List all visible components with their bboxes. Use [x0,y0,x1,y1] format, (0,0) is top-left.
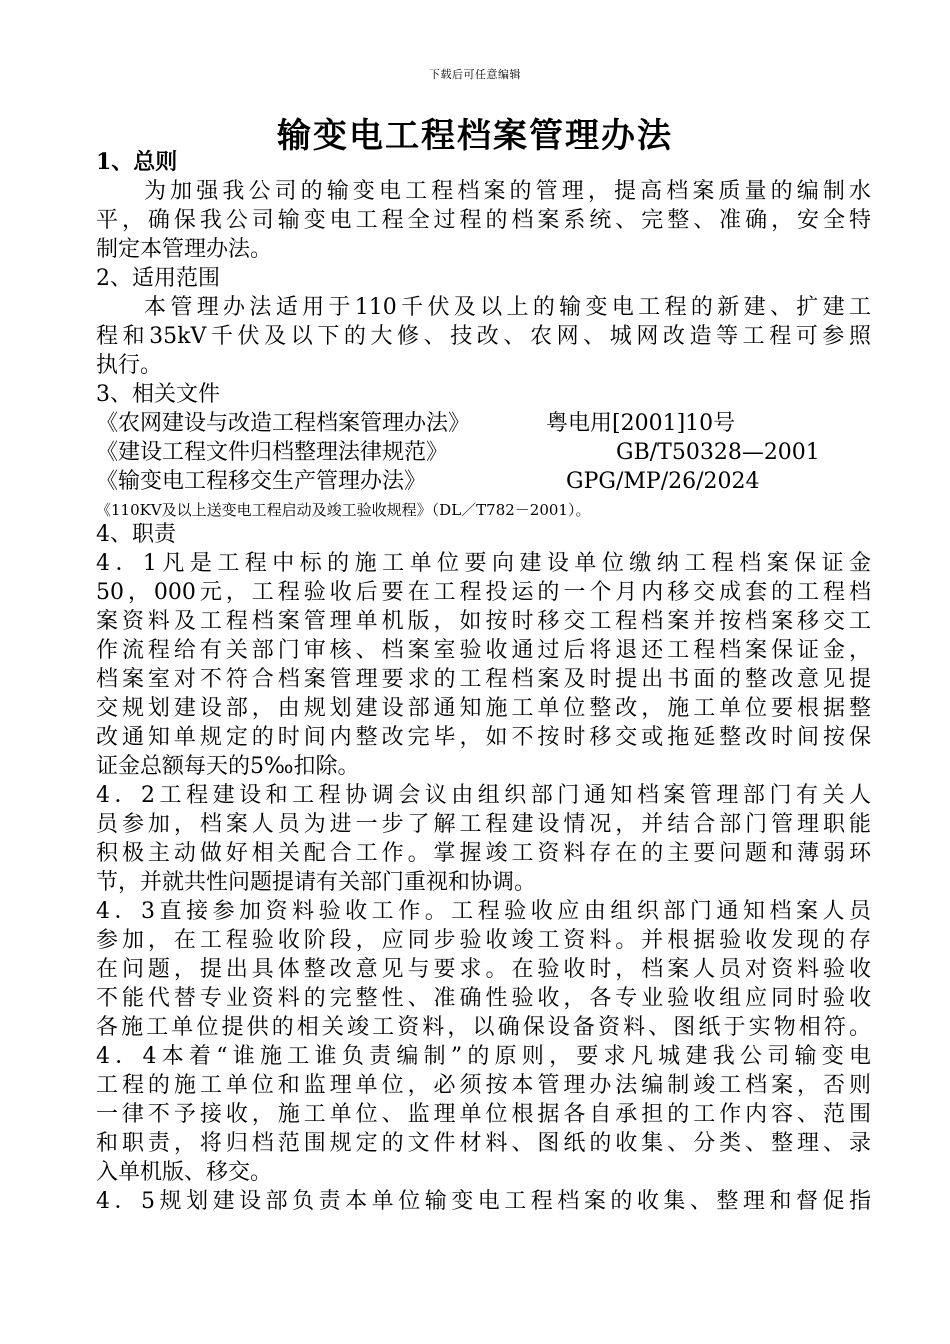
reference-doc-name: 《输变电工程移交生产管理办法》 [96,469,427,494]
reference-doc-name: 《建设工程文件归档整理法律规范》 [96,440,449,465]
paragraph-line: 作流程给有关部门审核、档案室验收通过后将退还工程档案保证金， [96,638,871,663]
paragraph-line: 员参加，档案人员为进一步了解工程建设情况，并结合部门管理职能 [96,812,871,837]
paragraph-line: 为加强我公司的输变电工程档案的管理，提高档案质量的编制水 [144,179,871,204]
paragraph-line: 工程的施工单位和监理单位，必须按本管理办法编制竣工档案，否则 [96,1073,871,1098]
document-title: 输变电工程档案管理办法 [277,116,673,156]
paragraph-line: 案资料及工程档案管理单机版，如按时移交工程档案并按档案移交工 [96,609,871,634]
paragraph-line: 平，确保我公司输变电工程全过程的档案系统、完整、准确，安全特 [96,208,871,233]
reference-doc-small: 《110KV及以上送变电工程启动及竣工验收规程》（DL／T782－2001）。 [96,501,591,519]
paragraph-line: 交规划建设部，由规划建设部通知施工单位整改，施工单位要根据整 [96,696,871,721]
paragraph-line: 4．1凡是工程中标的施工单位要向建设单位缴纳工程档案保证金 [96,551,871,576]
reference-doc-row [96,467,871,496]
paragraph-line: 不能代替专业资料的完整性、准确性验收，各专业验收组应同时验收 [96,986,871,1011]
paragraph-line: 参加，在工程验收阶段，应同步验收竣工资料。并根据验收发现的存 [96,928,871,953]
section-heading-docs: 3、相关文件 [96,382,220,407]
document-body [96,148,871,1216]
paragraph-line: 证金总额每天的5‰扣除。 [96,754,360,779]
paragraph-line: 4．2工程建设和工程协调会议由组织部门通知档案管理部门有关人 [96,783,871,808]
section-heading-duty: 4、职责 [96,522,176,547]
reference-doc-code: GPG/MP/26/2024 [566,469,760,494]
page-header-note: 下载后可任意编辑 [429,68,521,81]
paragraph-line: 各施工单位提供的相关竣工资料，以确保设备资料、图纸于实物相符。 [96,1015,871,1040]
paragraph-line: 制定本管理办法。 [96,237,273,262]
paragraph-line: 和职责，将归档范围规定的文件材料、图纸的收集、分类、整理、录 [96,1131,871,1156]
reference-doc-row [96,438,871,467]
paragraph-line: 4．4本着“谁施工谁负责编制”的原则，要求凡城建我公司输变电 [96,1044,871,1069]
paragraph-line: 档案室对不符合档案管理要求的工程档案及时提出书面的整改意见提 [96,667,871,692]
paragraph-line: 节，并就共性问题提请有关部门重视和协调。 [96,870,537,895]
reference-doc-row [96,409,871,438]
section-heading-scope: 2、适用范围 [96,266,220,291]
paragraph-line: 执行。 [96,353,163,378]
section-heading-general: 1、总则 [96,149,178,175]
paragraph-line: 在问题，提出具体整改意见与要求。在验收时，档案人员对资料验收 [96,957,871,982]
paragraph-line: 50，000元，工程验收后要在工程投运的一个月内移交成套的工程档 [96,580,871,605]
paragraph-line: 入单机版、移交。 [96,1160,273,1185]
reference-doc-code: GB/T50328—2001 [616,440,820,465]
paragraph-line: 本管理办法适用于110千伏及以上的输变电工程的新建、扩建工 [144,295,871,320]
paragraph-line: 积极主动做好相关配合工作。掌握竣工资料存在的主要问题和薄弱环 [96,841,871,866]
paragraph-line: 改通知单规定的时间内整改完毕，如不按时移交或拖延整改时间按保 [96,725,871,750]
paragraph-line: 一律不予接收，施工单位、监理单位根据各自承担的工作内容、范围 [96,1102,871,1127]
paragraph-line: 4．5规划建设部负责本单位输变电工程档案的收集、整理和督促指 [96,1189,871,1214]
paragraph-line: 程和35kV千伏及以下的大修、技改、农网、城网改造等工程可参照 [96,324,871,349]
reference-doc-code: 粤电用[2001]10号 [546,411,736,436]
reference-doc-name: 《农网建设与改造工程档案管理办法》 [96,411,471,436]
paragraph-line: 4．3直接参加资料验收工作。工程验收应由组织部门通知档案人员 [96,899,871,924]
